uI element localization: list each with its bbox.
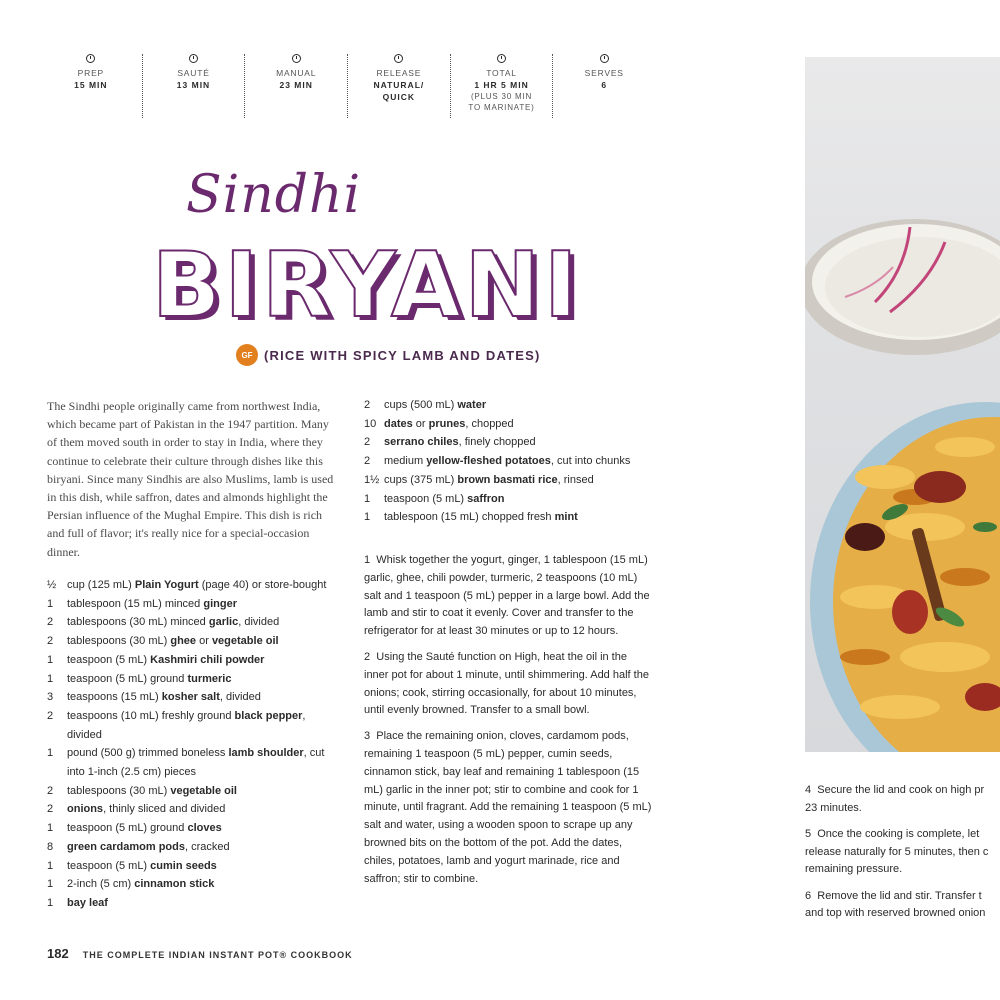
ingredient-text: [67, 838, 337, 857]
book-title: THE COMPLETE INDIAN INSTANT POT® COOKBOOK: [82, 950, 353, 960]
ingredient-quantity: ½: [47, 579, 57, 591]
ingredient-item: [47, 632, 337, 651]
step-text: Once the cooking is complete, let: [817, 828, 980, 840]
ingredient-text: [67, 651, 337, 670]
page-footer: [47, 946, 353, 961]
ingredient-detail: teaspoon (5 mL) ground: [67, 672, 188, 685]
ingredient-detail: or: [412, 417, 429, 430]
ingredient-text: [67, 670, 337, 689]
ingredient-item: [47, 613, 337, 632]
ingredient-item: [47, 819, 337, 838]
ingredient-name: bay leaf: [67, 896, 108, 909]
ingredient-name: yellow-fleshed potatoes: [426, 455, 551, 468]
timing-strip: [40, 54, 655, 118]
ingredient-item: [364, 452, 654, 471]
ingredient-quantity: 2: [47, 784, 54, 797]
ingredient-quantity: 1: [47, 597, 54, 610]
ingredient-item: [47, 576, 337, 595]
ingredient-name: cloves: [187, 822, 222, 835]
timing-value: 15 MIN: [74, 80, 108, 90]
ingredient-detail: tablespoons (30 mL): [67, 635, 171, 648]
ingredient-name: cumin seeds: [150, 859, 217, 872]
step-5: [805, 826, 1000, 879]
timing-note: TO MARINATE): [468, 103, 535, 112]
ingredient-item: [364, 415, 654, 434]
ingredient-quantity: 1: [47, 653, 54, 666]
ingredient-name: water: [457, 399, 487, 411]
ingredient-detail: , thinly sliced and divided: [103, 803, 226, 816]
ingredient-text: [67, 894, 337, 913]
ingredient-quantity: 2: [364, 399, 371, 411]
ingredient-text: [384, 452, 654, 471]
ingredient-name: Kashmiri chili powder: [150, 653, 265, 666]
timing-label: SAUTÉ: [177, 68, 210, 78]
ingredient-quantity: 1: [47, 747, 54, 760]
timing-serves: [553, 54, 655, 118]
ingredient-detail: teaspoon (5 mL) ground: [67, 822, 188, 835]
ingredient-quantity: 1: [47, 859, 54, 872]
ingredient-name: lamb shoulder: [228, 747, 304, 760]
ingredient-name: saffron: [467, 492, 505, 505]
ingredient-item: [47, 894, 337, 913]
ingredient-detail: cups (500 mL): [384, 399, 458, 411]
page-title: BIRYANI: [152, 233, 582, 338]
ingredient-name: mint: [554, 511, 578, 524]
ingredient-detail: teaspoon (5 mL): [67, 653, 151, 666]
ingredient-text: [67, 857, 337, 876]
intro-paragraph: The Sindhi people originally came from northwest India, which became part of Pakistan in the 1947 partition. Many of them moved south in order to stay in India, where they continue to celebrate their culture through dishes like this biryani. Since many Sindhis are also Muslims, lamb is used in this dish, while saffron, dates and almonds highlight the Persian influence of the Mughal Empire. This dish is rich and full of flavor; it's really nice for a special-occasion dinner.: [47, 399, 334, 559]
timing-release: [348, 54, 451, 118]
biryani-photo: [805, 57, 1000, 752]
ingredient-detail: tablespoons (30 mL): [67, 784, 171, 797]
timing-value: NATURAL/: [373, 80, 425, 90]
ingredient-item: [364, 433, 654, 452]
ingredient-quantity: 2: [47, 616, 54, 629]
ingredient-quantity: 3: [47, 691, 54, 704]
step-text: release naturally for 5 minutes, then c: [805, 845, 989, 858]
ingredient-text: [67, 875, 337, 894]
ingredient-detail: , rinsed: [557, 473, 594, 486]
ingredient-text: [67, 744, 337, 781]
timing-label: SERVES: [584, 68, 624, 78]
ingredient-text: [384, 433, 654, 452]
timing-prep: [40, 54, 143, 118]
step-1: [364, 552, 654, 641]
title-script: Sindhi: [186, 165, 362, 225]
step-3: [364, 728, 654, 888]
ingredient-item: [364, 396, 654, 415]
ingredient-detail: tablespoons (30 mL) minced: [67, 616, 209, 629]
ingredient-text: [67, 819, 337, 838]
ingredient-name: garlic: [208, 616, 239, 629]
timing-total: [451, 54, 554, 118]
ingredient-detail: , cut into 1-inch (2.5 cm) pieces: [67, 747, 325, 779]
ingredient-detail: 2-inch (5 cm): [67, 878, 135, 891]
timing-label: TOTAL: [486, 68, 517, 78]
ingredient-detail: , cracked: [184, 840, 230, 853]
ingredient-detail: , divided: [67, 709, 306, 741]
ingredient-name: onions: [67, 803, 104, 816]
timing-label: PREP: [77, 68, 105, 78]
ingredient-detail: , finely chopped: [458, 436, 536, 449]
ingredient-detail: medium: [384, 455, 427, 468]
ingredient-detail: cups (375 mL): [384, 473, 458, 486]
ingredient-name: dates: [384, 417, 413, 430]
ingredient-detail: , divided: [238, 616, 280, 629]
page-number: 182: [47, 946, 69, 961]
ingredient-detail: teaspoon (5 mL): [384, 492, 468, 505]
ingredient-detail: (page 40) or store-bought: [198, 579, 327, 591]
timing-value: 1 HR 5 MIN: [474, 80, 529, 90]
step-number: 6: [805, 889, 812, 902]
ingredient-detail: , chopped: [465, 417, 514, 430]
step-number: 3: [364, 730, 371, 743]
step-number: 4: [805, 784, 812, 796]
ingredient-text: [67, 613, 337, 632]
timing-value: 13 MIN: [176, 80, 211, 90]
ingredient-item: [47, 688, 337, 707]
ingredient-text: [384, 490, 654, 509]
step-number: 5: [805, 828, 812, 840]
ingredient-text: [67, 576, 337, 595]
ingredient-detail: teaspoon (5 mL): [67, 859, 151, 872]
ingredient-text: [67, 800, 337, 819]
ingredient-text: [384, 396, 654, 415]
ingredient-name: vegetable oil: [170, 784, 237, 797]
ingredient-detail: , divided: [219, 691, 261, 704]
ingredient-item: [364, 490, 654, 509]
ingredient-text: [67, 632, 337, 651]
ingredient-quantity: 1½: [364, 473, 380, 486]
clock-icon: [292, 54, 301, 63]
ingredient-quantity: 10: [364, 417, 377, 430]
ingredient-name: vegetable oil: [211, 635, 279, 648]
timing-label: MANUAL: [276, 68, 317, 78]
subtitle-row: [236, 344, 541, 366]
ingredient-item: [47, 744, 337, 781]
ingredient-name: brown basmati rice: [457, 473, 558, 486]
step-text: and top with reserved browned onion: [805, 907, 986, 919]
clock-icon: [600, 54, 609, 63]
ingredient-name: black pepper: [234, 709, 303, 722]
ingredient-detail: tablespoon (15 mL) minced: [67, 597, 204, 610]
ingredient-name: turmeric: [187, 672, 232, 685]
ingredient-text: [67, 707, 337, 744]
ingredient-detail: tablespoon (15 mL) chopped fresh: [384, 511, 555, 524]
ingredient-text: [67, 688, 337, 707]
ingredient-item: [47, 707, 337, 744]
ingredient-name: serrano chiles: [384, 436, 459, 449]
ingredient-item: [47, 857, 337, 876]
ingredient-quantity: 2: [364, 436, 371, 449]
ingredients-list-left: [47, 576, 337, 913]
ingredient-detail: or: [196, 635, 212, 648]
ingredient-item: [47, 670, 337, 689]
ingredient-text: [67, 782, 337, 801]
ingredient-detail: teaspoons (10 mL) freshly ground: [67, 709, 235, 722]
method-steps: [364, 552, 654, 896]
ingredient-name: ginger: [203, 597, 237, 610]
clock-icon: [394, 54, 403, 63]
ingredient-name: prunes: [428, 417, 466, 430]
step-6: [805, 888, 1000, 923]
step-text: Using the Sauté function on High, heat the oil in the inner pot for about 1 minute, until shimmering. Add half the onions; cook, stirring occasionally, for about 10 minutes, until evenly browned. Transfer to a small bowl.: [364, 650, 649, 717]
ingredient-quantity: 2: [47, 709, 54, 722]
step-text: Whisk together the yogurt, ginger, 1 tablespoon (15 mL) garlic, ghee, chili powder, turmeric, 2 teaspoons (10 mL) salt and 1 teaspoon (5 mL) pepper in a large bowl. Add the lamb and stir to coat it evenly. Cover and transfer to the refrigerator for at least 30 minutes or up to 12 hours.: [364, 554, 650, 638]
ingredient-quantity: 2: [47, 803, 54, 816]
ingredient-item: [47, 875, 337, 894]
ingredient-text: [384, 415, 654, 434]
step-4: [805, 782, 1000, 817]
clock-icon: [86, 54, 95, 63]
ingredient-name: green cardamom pods: [67, 840, 185, 853]
clock-icon: [497, 54, 506, 63]
step-text: Place the remaining onion, cloves, cardamom pods, remaining 1 teaspoon (5 mL) pepper, cumin seeds, cinnamon stick, bay leaf and remaining 1 tablespoon (15 mL) garlic in the inner pot; stir to combine and cook for 1 minute, until fragrant. Add the remaining 1 teaspoon (5 mL) salt and water, using a wooden spoon to scrape up any browned bits on the bottom of the pot. Add the dates, chiles, potatoes, lamb and yogurt marinade, rice and saffron; stir to combine.: [364, 730, 652, 885]
ingredient-item: [364, 508, 654, 527]
step-number: 2: [364, 650, 371, 663]
step-text: 23 minutes.: [805, 801, 862, 814]
ingredient-item: [364, 471, 654, 490]
ingredient-detail: , cut into chunks: [550, 455, 631, 468]
ingredient-item: [47, 595, 337, 614]
ingredient-item: [47, 838, 337, 857]
ingredient-quantity: 2: [47, 635, 54, 648]
ingredient-quantity: 1: [364, 511, 371, 524]
timing-manual: [245, 54, 348, 118]
ingredient-name: ghee: [170, 635, 197, 648]
timing-note: (PLUS 30 MIN: [470, 92, 533, 101]
ingredient-name: Plain Yogurt: [134, 579, 199, 591]
ingredient-name: kosher salt: [161, 691, 220, 704]
step-number: 1: [364, 554, 371, 566]
ingredient-quantity: 1: [364, 492, 371, 505]
ingredient-detail: cup (125 mL): [67, 579, 135, 591]
timing-value: 6: [601, 80, 608, 90]
timing-value: QUICK: [382, 92, 416, 102]
step-text: Remove the lid and stir. Transfer t: [817, 889, 982, 902]
ingredient-text: [384, 508, 654, 527]
timing-label: RELEASE: [376, 68, 422, 78]
ingredient-quantity: 1: [47, 822, 54, 835]
timing-value: 23 MIN: [279, 80, 313, 90]
ingredient-text: [384, 471, 654, 490]
biryani-photo-illustration: [805, 57, 1000, 752]
ingredient-quantity: 1: [47, 896, 54, 909]
ingredient-item: [47, 782, 337, 801]
ingredient-quantity: 2: [364, 455, 371, 468]
timing-saute: [143, 54, 246, 118]
gluten-free-badge: GF: [236, 344, 258, 366]
ingredient-name: cinnamon stick: [134, 878, 215, 891]
step-text: remaining pressure.: [805, 863, 903, 875]
step-text: Secure the lid and cook on high pr: [817, 784, 985, 796]
step-2: [364, 649, 654, 720]
ingredient-quantity: 1: [47, 878, 54, 891]
ingredient-detail: pound (500 g) trimmed boneless: [67, 747, 229, 760]
ingredient-item: [47, 651, 337, 670]
ingredients-list-right: [364, 396, 654, 527]
ingredient-text: [67, 595, 337, 614]
ingredient-item: [47, 800, 337, 819]
ingredient-quantity: 8: [47, 840, 54, 853]
ingredient-detail: teaspoons (15 mL): [67, 691, 162, 704]
method-steps-continued: [805, 782, 1000, 932]
ingredient-quantity: 1: [47, 672, 54, 685]
subtitle: (RICE WITH SPICY LAMB AND DATES): [264, 347, 541, 363]
clock-icon: [189, 54, 198, 63]
